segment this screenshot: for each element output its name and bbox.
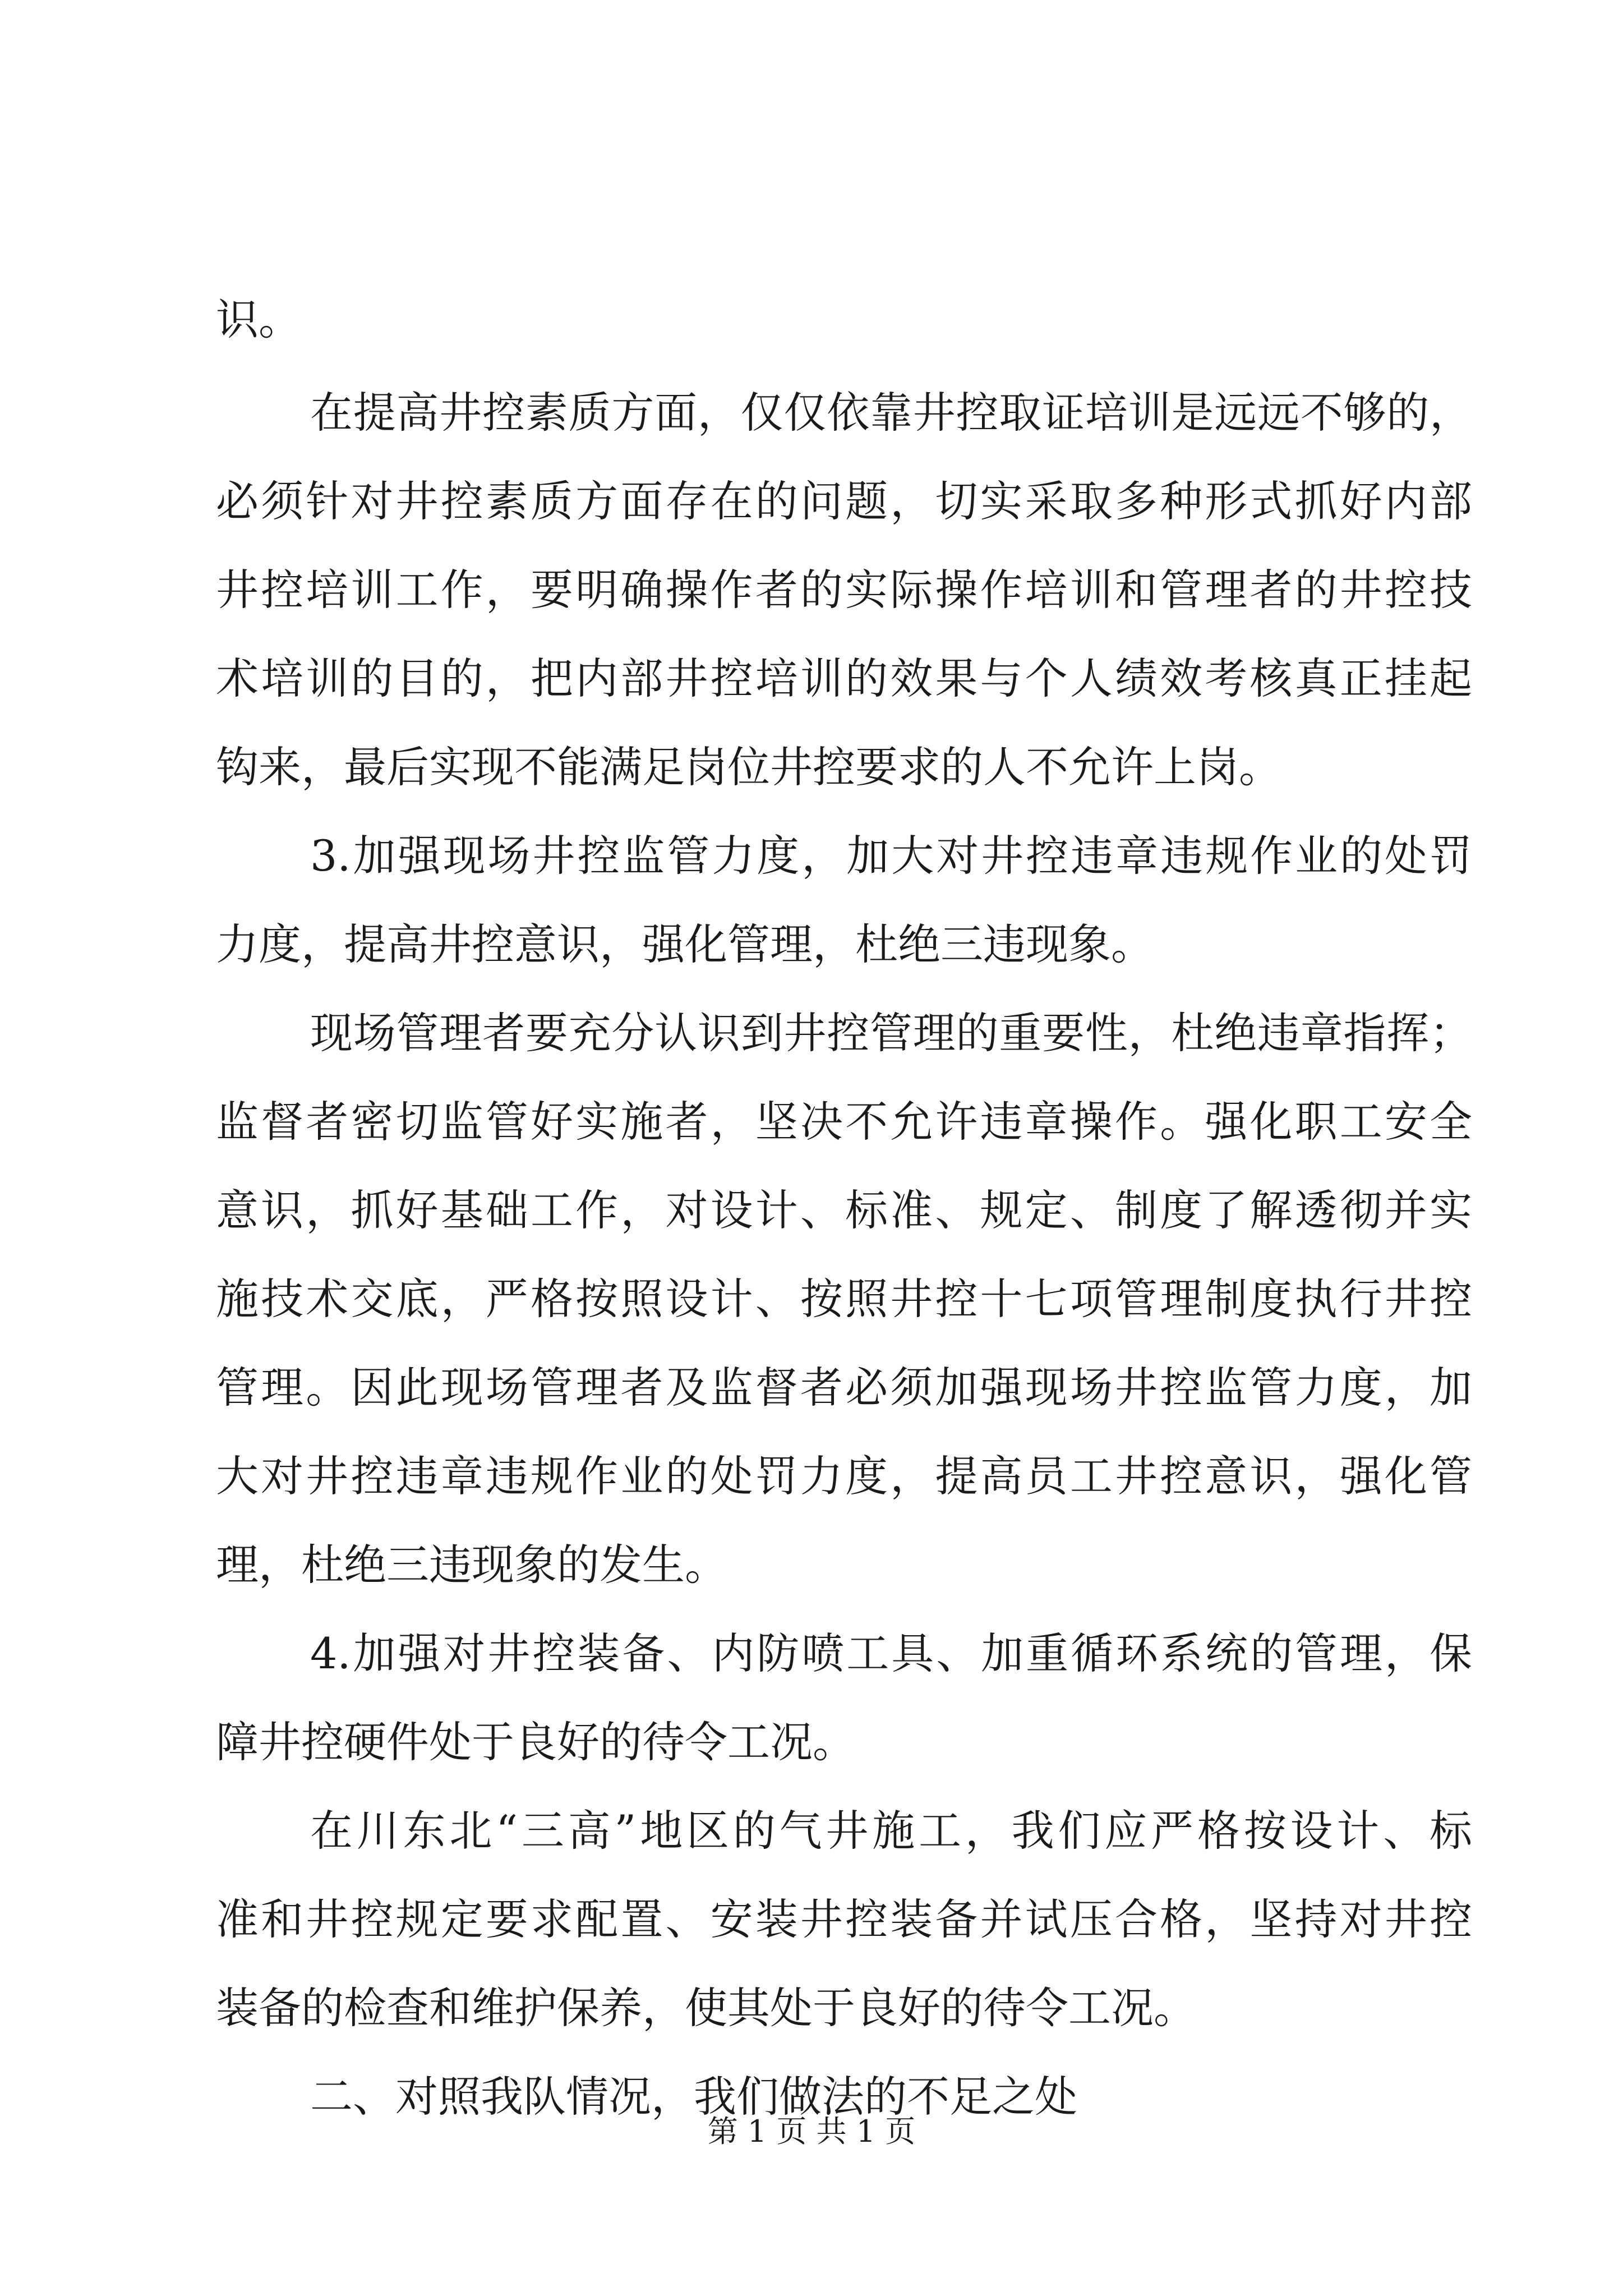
text-line: 施技术交底，严格按照设计、按照井控十七项管理制度执行井控 — [216, 1274, 1472, 1324]
paragraph-start: 现场管理者要充分认识到井控管理的重要性，杜绝违章指挥； — [310, 1008, 1472, 1058]
text-line: 准和井控规定要求配置、安装井控装备并试压合格，坚持对井控 — [216, 1894, 1472, 1944]
text-line: 障井控硬件处于良好的待令工况。 — [216, 1717, 855, 1767]
text-line: 识。 — [216, 295, 301, 344]
text-line: 术培训的目的，把内部井控培训的效果与个人绩效考核真正挂起 — [216, 654, 1472, 703]
text-line: 理，杜绝三违现象的发生。 — [216, 1540, 727, 1590]
paragraph-start: 在提高井控素质方面，仅仅依靠井控取证培训是远远不够的， — [310, 388, 1472, 438]
paragraph-start: 3.加强现场井控监管力度，加大对井控违章违规作业的处罚 — [310, 831, 1472, 881]
text-line: 大对井控违章违规作业的处罚力度，提高员工井控意识，强化管 — [216, 1451, 1472, 1501]
text-line: 井控培训工作，要明确操作者的实际操作培训和管理者的井控技 — [216, 565, 1472, 615]
text-line: 意识，抓好基础工作，对设计、标准、规定、制度了解透彻并实 — [216, 1185, 1472, 1235]
page-number-footer: 第 1 页 共 1 页 — [707, 2114, 916, 2149]
text-line: 装备的检查和维护保养，使其处于良好的待令工况。 — [216, 1983, 1196, 2033]
paragraph-start: 在川东北“三高”地区的气井施工，我们应严格按设计、标 — [310, 1806, 1472, 1856]
text-line: 必须针对井控素质方面存在的问题，切实采取多种形式抓好内部 — [216, 476, 1472, 526]
text-line: 管理。因此现场管理者及监督者必须加强现场井控监管力度，加 — [216, 1363, 1472, 1412]
text-line: 力度，提高井控意识，强化管理，杜绝三违现象。 — [216, 919, 1154, 969]
section-heading: 二、对照我队情况，我们做法的不足之处 — [310, 2072, 1077, 2122]
text-line: 监督者密切监管好实施者，坚决不允许违章操作。强化职工安全 — [216, 1097, 1472, 1147]
paragraph-start: 4.加强对井控装备、内防喷工具、加重循环系统的管理，保 — [310, 1628, 1472, 1678]
text-line: 钩来，最后实现不能满足岗位井控要求的人不允许上岗。 — [216, 742, 1281, 792]
